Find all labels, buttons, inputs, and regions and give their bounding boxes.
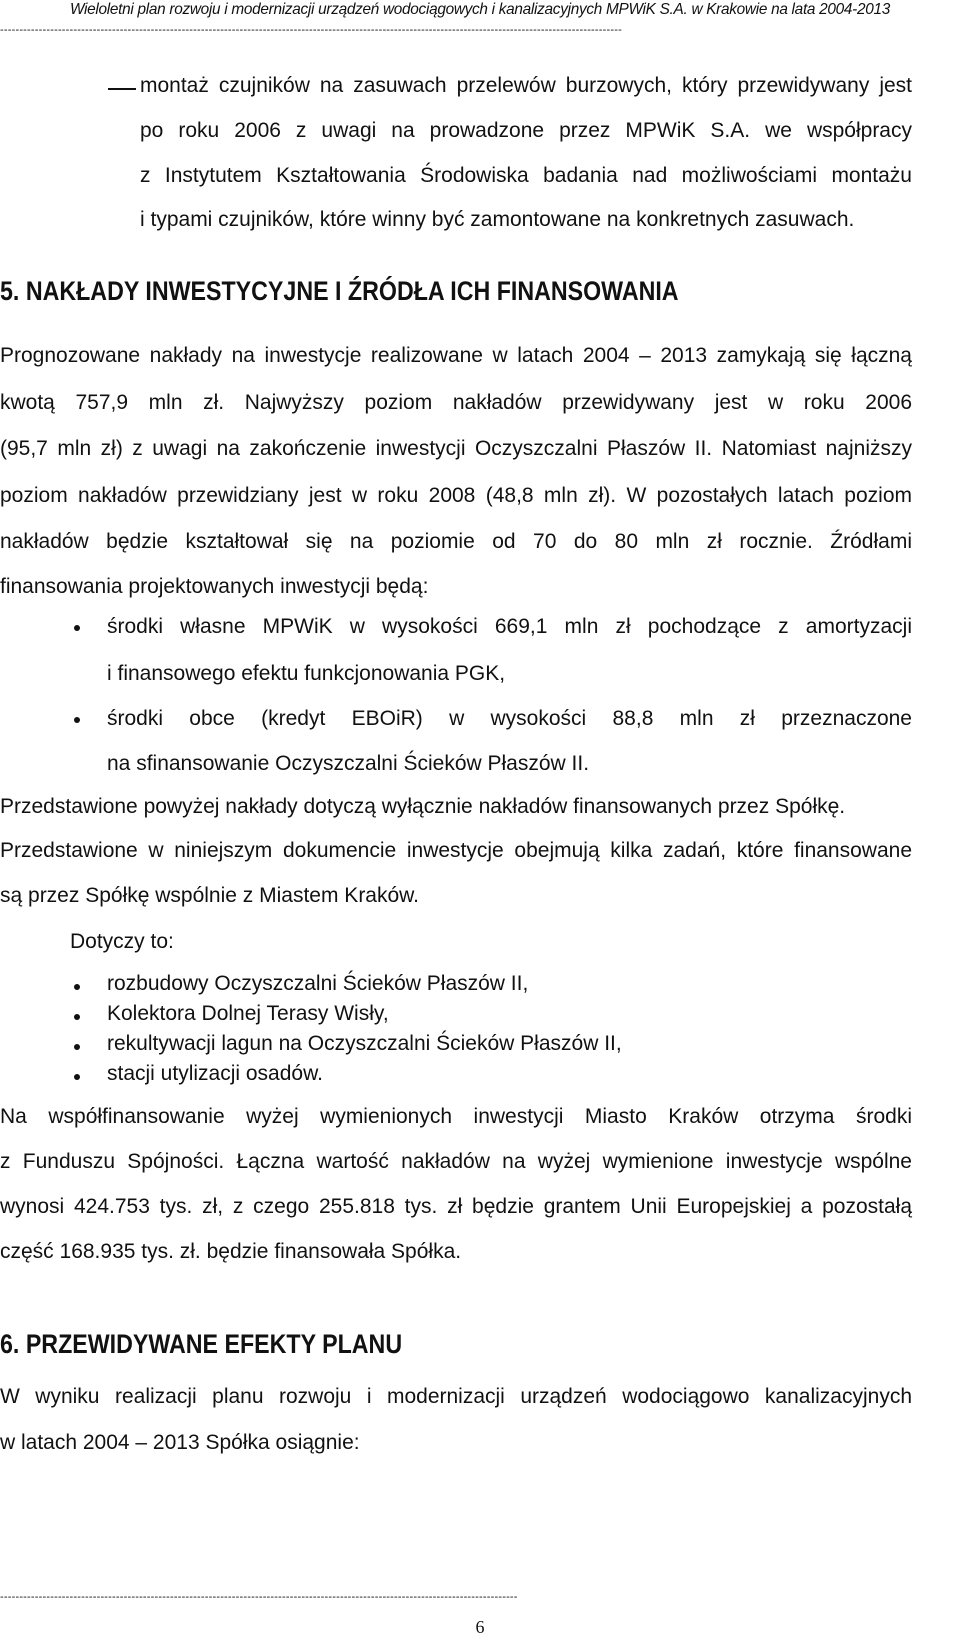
- s5-after-line-2: Przedstawione w niniejszym dokumencie inwestycje obejmują kilka zadań, które finansowane: [0, 839, 912, 862]
- s5-paragraph-line-1: Prognozowane nakłady na inwestycje realizowane w latach 2004 – 2013 zamykają się łączną: [0, 344, 912, 367]
- dash-item-line-4: i typami czujników, które winny być zamontowane na konkretnych zasuwach.: [140, 208, 855, 231]
- funding-item-2-line-1: środki obce (kredyt EBOiR) w wysokości 88,8 mln zł przeznaczone: [107, 707, 912, 730]
- dash-marker: [108, 88, 136, 90]
- footer-separator: --------------------------------------------------------------------------------------------------------------------------------------: [0, 1591, 518, 1603]
- page-number: 6: [475, 1617, 485, 1637]
- funding-item-1-line-1: środki własne MPWiK w wysokości 669,1 mln zł pochodzące z amortyzacji: [107, 615, 912, 638]
- cofinancing-line-4: część 168.935 tys. zł. będzie finansowała Spółka.: [0, 1240, 462, 1263]
- concerns-item-1: rozbudowy Oczyszczalni Ścieków Płaszów II,: [107, 972, 529, 995]
- bullet-dot: [74, 984, 80, 990]
- cofinancing-line-3: wynosi 424.753 tys. zł, z czego 255.818 tys. zł będzie grantem Unii Europejskiej a pozostałą: [0, 1195, 912, 1218]
- s5-after-line-1: Przedstawione powyżej nakłady dotyczą wyłącznie nakładów finansowanych przez Spółkę.: [0, 795, 846, 818]
- dash-item-line-3: z Instytutem Kształtowania Środowiska badania nad możliwościami montażu: [140, 164, 912, 187]
- s5-paragraph-line-6: finansowania projektowanych inwestycji będą:: [0, 575, 429, 598]
- cofinancing-line-1: Na współfinansowanie wyżej wymienionych inwestycji Miasto Kraków otrzyma środki: [0, 1105, 912, 1128]
- concerns-label: Dotyczy to:: [70, 930, 174, 953]
- funding-item-2-line-2: na sfinansowanie Oczyszczalni Ścieków Płaszów II.: [107, 752, 590, 775]
- s6-line-2: w latach 2004 – 2013 Spółka osiągnie:: [0, 1431, 360, 1454]
- header-separator: -----------------------------------------------------------------------------------------------------------------------------------------------------------------: [0, 24, 622, 36]
- funding-item-1-line-2: i finansowego efektu funkcjonowania PGK,: [107, 662, 506, 685]
- bullet-dot: [74, 717, 80, 723]
- bullet-dot: [74, 625, 80, 631]
- s5-paragraph-line-4: poziom nakładów przewidziany jest w roku 2008 (48,8 mln zł). W pozostałych latach poziom: [0, 484, 912, 507]
- dash-item-line-1: montaż czujników na zasuwach przelewów burzowych, który przewidywany jest: [140, 74, 912, 97]
- section-6-heading: 6. PRZEWIDYWANE EFEKTY PLANU: [0, 1329, 403, 1359]
- s5-paragraph-line-3: (95,7 mln zł) z uwagi na zakończenie inwestycji Oczyszczalni Płaszów II. Natomiast najniższy: [0, 437, 912, 460]
- bullet-dot: [74, 1044, 80, 1050]
- section-5-heading: 5. NAKŁADY INWESTYCYJNE I ŹRÓDŁA ICH FINANSOWANIA: [0, 276, 679, 306]
- bullet-dot: [74, 1074, 80, 1080]
- concerns-item-4: stacji utylizacji osadów.: [107, 1062, 323, 1085]
- s5-paragraph-line-5: nakładów będzie kształtował się na poziomie od 70 do 80 mln zł rocznie. Źródłami: [0, 530, 912, 553]
- s5-after-line-3: są przez Spółkę wspólnie z Miastem Kraków.: [0, 884, 420, 907]
- dash-item-line-2: po roku 2006 z uwagi na prowadzone przez MPWiK S.A. we współpracy: [140, 119, 912, 142]
- concerns-item-2: Kolektora Dolnej Terasy Wisły,: [107, 1002, 389, 1025]
- bullet-dot: [74, 1014, 80, 1020]
- s6-line-1: W wyniku realizacji planu rozwoju i modernizacji urządzeń wodociągowo kanalizacyjnych: [0, 1385, 912, 1408]
- running-header-title: Wieloletni plan rozwoju i modernizacji urządzeń wodociągowych i kanalizacyjnych MPWiK S.A. w Krakowie na lata 2004-2013: [69, 1, 891, 18]
- cofinancing-line-2: z Funduszu Spójności. Łączna wartość nakładów na wyżej wymienione inwestycje wspólne: [0, 1150, 912, 1173]
- s5-paragraph-line-2: kwotą 757,9 mln zł. Najwyższy poziom nakładów przewidywany jest w roku 2006: [0, 391, 912, 414]
- concerns-item-3: rekultywacji lagun na Oczyszczalni Ścieków Płaszów II,: [107, 1032, 622, 1055]
